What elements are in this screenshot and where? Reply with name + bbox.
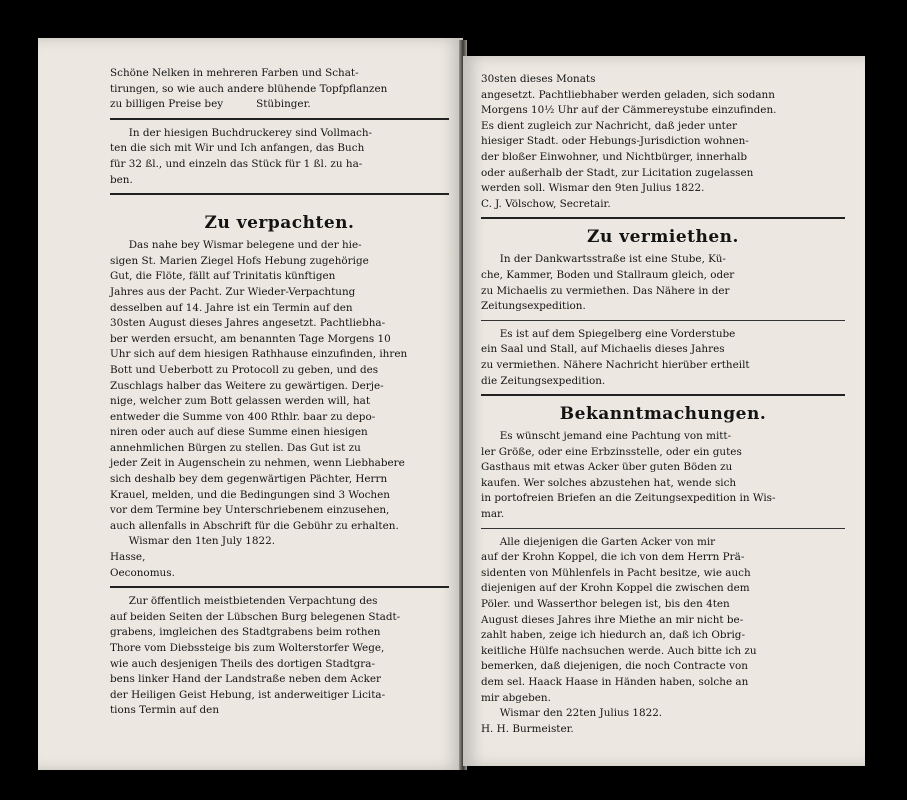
divider — [110, 586, 449, 588]
text-line: bens linker Hand der Landstraße neben dem Acker — [110, 673, 381, 686]
text-line: August dieses Jahres ihre Miethe an mir nicht be- — [481, 613, 744, 626]
text-line: Es ist auf dem Spiegelberg eine Vorderstube — [499, 327, 736, 340]
divider — [110, 193, 449, 195]
text-line: zahlt haben, zeige ich hiedurch an, daß ich Obrig- — [481, 629, 745, 642]
text-line: wie auch desjenigen Theils des dortigen Stadtgra- — [110, 657, 375, 670]
text-line: dem sel. Haack Haase in Händen haben, solche an — [481, 676, 749, 688]
ad-garden-rent — [481, 535, 845, 738]
text-line: sidenten von Mühlenfels in Pacht besitze, wie auch — [481, 566, 751, 579]
text-line: Uhr sich auf dem hiesigen Rathhause einzufinden, ihren — [110, 348, 408, 361]
text-line: Alle diejenigen die Garten Acker von mir — [499, 535, 716, 548]
text-line: mar. — [481, 508, 505, 521]
ad-spiegelberg — [481, 327, 845, 389]
text-line: diejenigen auf der Krohn Koppel die zwischen dem — [481, 582, 750, 595]
text-line: werden soll. Wismar den 9ten Julius 1822. — [481, 182, 705, 195]
text-line: Pöler. und Wasserthor belegen ist, bis den 4ten — [481, 598, 730, 611]
text-line: der Heiligen Geist Hebung, ist anderweitiger Licita- — [110, 688, 386, 701]
ad-city-moat — [110, 594, 449, 719]
text-line: auf beiden Seiten der Lübschen Burg belegenen Stadt- — [110, 610, 401, 623]
signature-title: Oeconomus. — [110, 566, 175, 579]
text-line: hiesiger Stadt. oder Hebungs-Jurisdiction wohnen- — [481, 135, 749, 148]
text-line: Gut, die Flöte, fällt auf Trinitatis künftigen — [110, 270, 336, 283]
signature-name: Hasse, — [110, 551, 146, 564]
ad-print-shop — [110, 126, 449, 188]
text-line: bemerken, daß diejenigen, die noch Contracte von — [481, 660, 748, 673]
text-line: Morgens 10½ Uhr auf der Cämmereystube einzufinden. — [481, 104, 777, 117]
text-line: Jahres aus der Pacht. Zur Wieder-Verpachtung — [110, 285, 356, 298]
text-line: tions Termin auf den — [110, 704, 220, 717]
text-line: In der Dankwartsstraße ist eine Stube, Kü- — [499, 253, 726, 266]
text-line: niren oder auch auf diese Summe einen hiesigen — [110, 426, 368, 439]
text-line: zu billigen Preise bey Stübinger. — [110, 98, 311, 111]
text-line: der bloßer Einwohner, und Nichtbürger, innerhalb — [481, 150, 748, 163]
text-line: keitliche Hülfe nachsuchen werde. Auch bitte ich zu — [481, 644, 757, 657]
text-line: für 32 ßl., und einzeln das Stück für 1 ßl. zu ha- — [110, 157, 363, 170]
text-line: In der hiesigen Buchdruckerey sind Vollmach- — [128, 126, 373, 139]
ad-city-moat-continued — [481, 72, 845, 212]
text-line: ten die sich mit Wir und Ich anfangen, das Buch — [110, 142, 365, 155]
text-line: kaufen. Wer solches abzustehen hat, wende sich — [481, 476, 737, 489]
text-line: zu Michaelis zu vermiethen. Das Nähere in der — [481, 284, 730, 297]
ad-carnations — [110, 66, 449, 113]
section-heading: Zu vermiethen. — [587, 227, 739, 248]
text-line: nige, welcher zum Bott gelassen werden will, hat — [110, 395, 371, 408]
text-line: auch allenfalls in Abschrift für die Gebühr zu erhalten. — [110, 519, 399, 532]
divider — [481, 320, 845, 321]
text-line: Das nahe bey Wismar belegene und der hie- — [128, 239, 362, 252]
dateline: Wismar den 22ten Julius 1822. — [499, 707, 663, 720]
text-line: entweder die Summe von 400 Rthlr. baar zu depo- — [110, 410, 376, 423]
text-line: mir abgeben. — [481, 691, 551, 704]
text-line: die Zeitungsexpedition. — [481, 374, 606, 387]
text-line: angesetzt. Pachtliebhaber werden geladen, sich sodann — [481, 88, 775, 101]
text-line: Es wünscht jemand eine Pachtung von mitt- — [499, 430, 732, 443]
right-page — [463, 56, 865, 766]
text-line: in portofreien Briefen an die Zeitungsexpedition in Wis- — [481, 492, 776, 505]
text-line: Zuschlags halber das Weitere zu gewärtigen. Derje- — [110, 379, 384, 392]
text-line: che, Kammer, Boden und Stallraum gleich, oder — [481, 268, 735, 281]
text-line: ein Saal und Stall, auf Michaelis dieses Jahres — [481, 343, 725, 356]
section-lease — [110, 211, 449, 581]
divider — [481, 394, 845, 396]
text-line: Zur öffentlich meistbietenden Verpachtung des — [128, 595, 378, 608]
section-rent — [481, 225, 845, 314]
text-line: ler Größe, oder eine Erbzinsstelle, oder ein gutes — [481, 445, 742, 458]
text-line: Schöne Nelken in mehreren Farben und Schat- — [110, 67, 359, 79]
text-line: 30sten August dieses Jahres angesetzt. Pachtliebha- — [110, 317, 386, 330]
text-line: zu vermiethen. Nähere Nachricht hierüber ertheilt — [481, 358, 750, 371]
text-line: Bott und Ueberbott zu Protocoll zu geben, und des — [110, 363, 379, 376]
section-heading: Zu verpachten. — [204, 213, 355, 234]
text-line: tirungen, so wie auch andere blühende Topfpflanzen — [110, 82, 388, 95]
text-line: oder außerhalb der Stadt, zur Licitation zugelassen — [481, 166, 754, 179]
text-line: annehmlichen Bürgen zu stellen. Das Gut ist zu — [110, 441, 361, 454]
section-heading: Bekanntmachungen. — [559, 404, 767, 425]
section-announcements — [481, 402, 845, 523]
dateline: Wismar den 1ten July 1822. — [128, 535, 276, 548]
text-line: ben. — [110, 173, 133, 186]
signature: H. H. Burmeister. — [481, 722, 574, 735]
divider — [110, 118, 449, 120]
text-line: ber werden ersucht, am benannten Tage Morgens 10 — [110, 332, 391, 345]
text-line: auf der Krohn Koppel, die ich von dem Herrn Prä- — [481, 551, 745, 564]
divider — [481, 217, 845, 219]
text-line: grabens, imgleichen des Stadtgrabens beim rothen — [110, 626, 381, 639]
left-page — [38, 38, 463, 770]
text-line: sigen St. Marien Ziegel Hofs Hebung zugehörige — [110, 254, 369, 267]
text-line: Thore vom Diebssteige bis zum Wolterstorfer Wege, — [110, 642, 385, 654]
text-line: 30sten dieses Monats — [481, 73, 596, 85]
text-line: Es dient zugleich zur Nachricht, daß jeder unter — [481, 119, 737, 132]
text-line: Gasthaus mit etwas Acker über guten Böden zu — [481, 461, 733, 474]
text-line: sich deshalb bey dem gegenwärtigen Pächter, Herrn — [110, 473, 388, 486]
text-line: desselben auf 14. Jahre ist ein Termin auf den — [110, 301, 353, 314]
text-line: vor dem Termine bey Unterschriebenem einzusehen, — [110, 504, 390, 517]
text-line: jeder Zeit in Augenschein zu nehmen, wenn Liebhabere — [110, 457, 405, 470]
divider — [481, 528, 845, 529]
text-line: Zeitungsexpedition. — [481, 300, 586, 313]
signature: C. J. Völschow, Secretair. — [481, 197, 611, 210]
text-line: Krauel, melden, und die Bedingungen sind 3 Wochen — [110, 488, 390, 501]
